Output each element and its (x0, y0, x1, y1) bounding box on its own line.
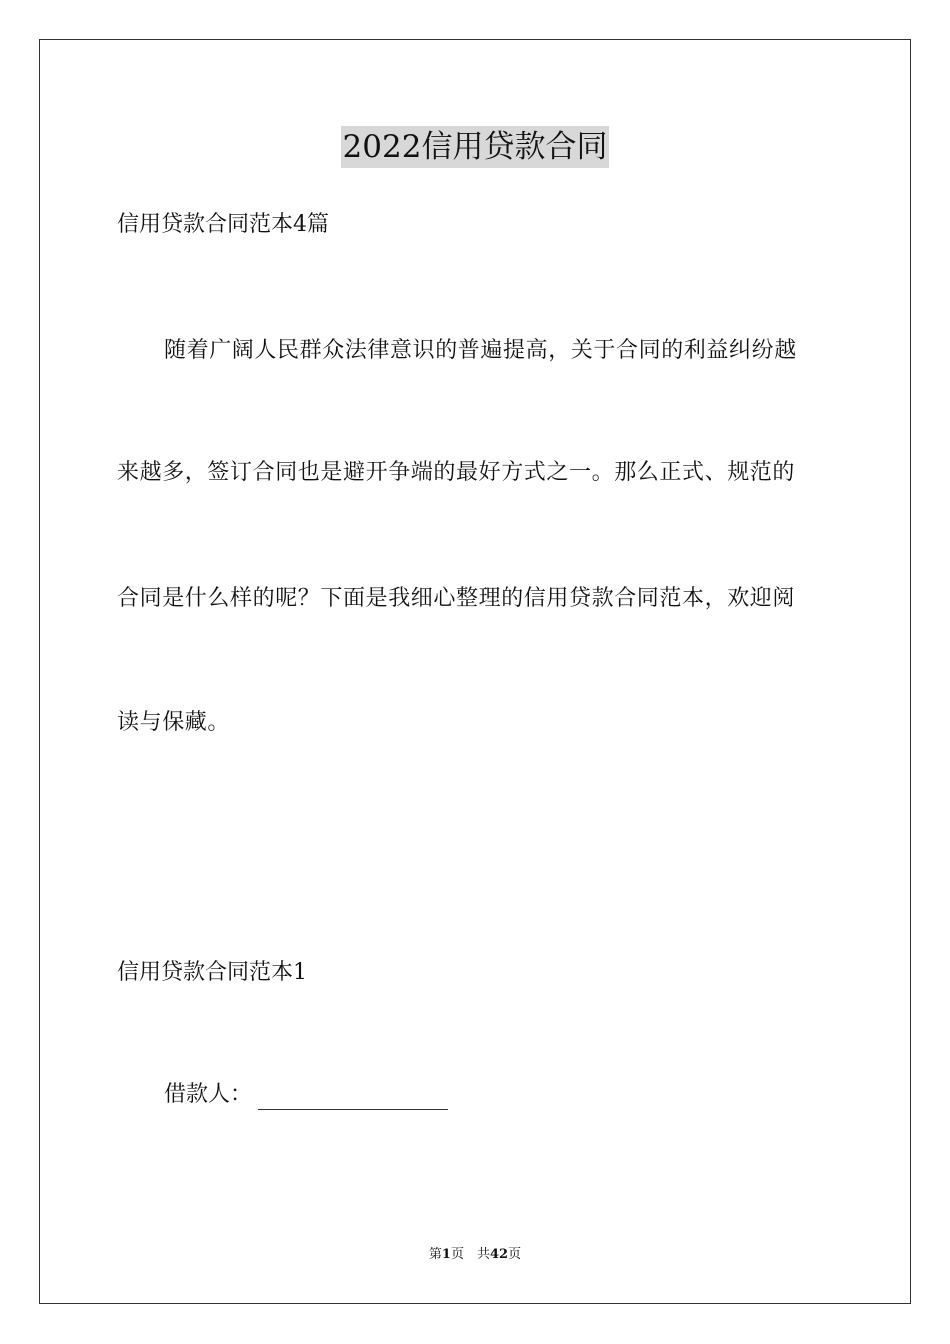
intro-line-2: 来越多，签订合同也是避开争端的最好方式之一。那么正式、规范的 (117, 460, 796, 485)
borrower-blank-line (258, 1087, 448, 1110)
footer-page-suffix: 页 (508, 1247, 522, 1262)
footer-page-prefix: 第 (428, 1247, 442, 1262)
footer-page-current: 1 (441, 1247, 451, 1262)
footer-page-total: 42 (489, 1247, 509, 1262)
borrower-row (164, 1080, 448, 1110)
borrower-label: 借款人： (164, 1082, 253, 1107)
intro-line-1: 随着广阔人民群众法律意识的普遍提高，关于合同的利益纠纷越 (164, 338, 797, 363)
section-heading: 信用贷款合同范本1 (117, 960, 307, 985)
document-title: 2022信用贷款合同 (341, 126, 610, 168)
intro-line-3: 合同是什么样的呢？下面是我细心整理的信用贷款合同范本，欢迎阅 (117, 586, 796, 611)
page-footer (0, 1246, 950, 1264)
intro-line-4: 读与保藏。 (117, 710, 231, 735)
footer-page-mid: 页 共 (450, 1247, 490, 1262)
title-wrap (0, 126, 950, 168)
document-subtitle: 信用贷款合同范本4篇 (117, 212, 329, 237)
